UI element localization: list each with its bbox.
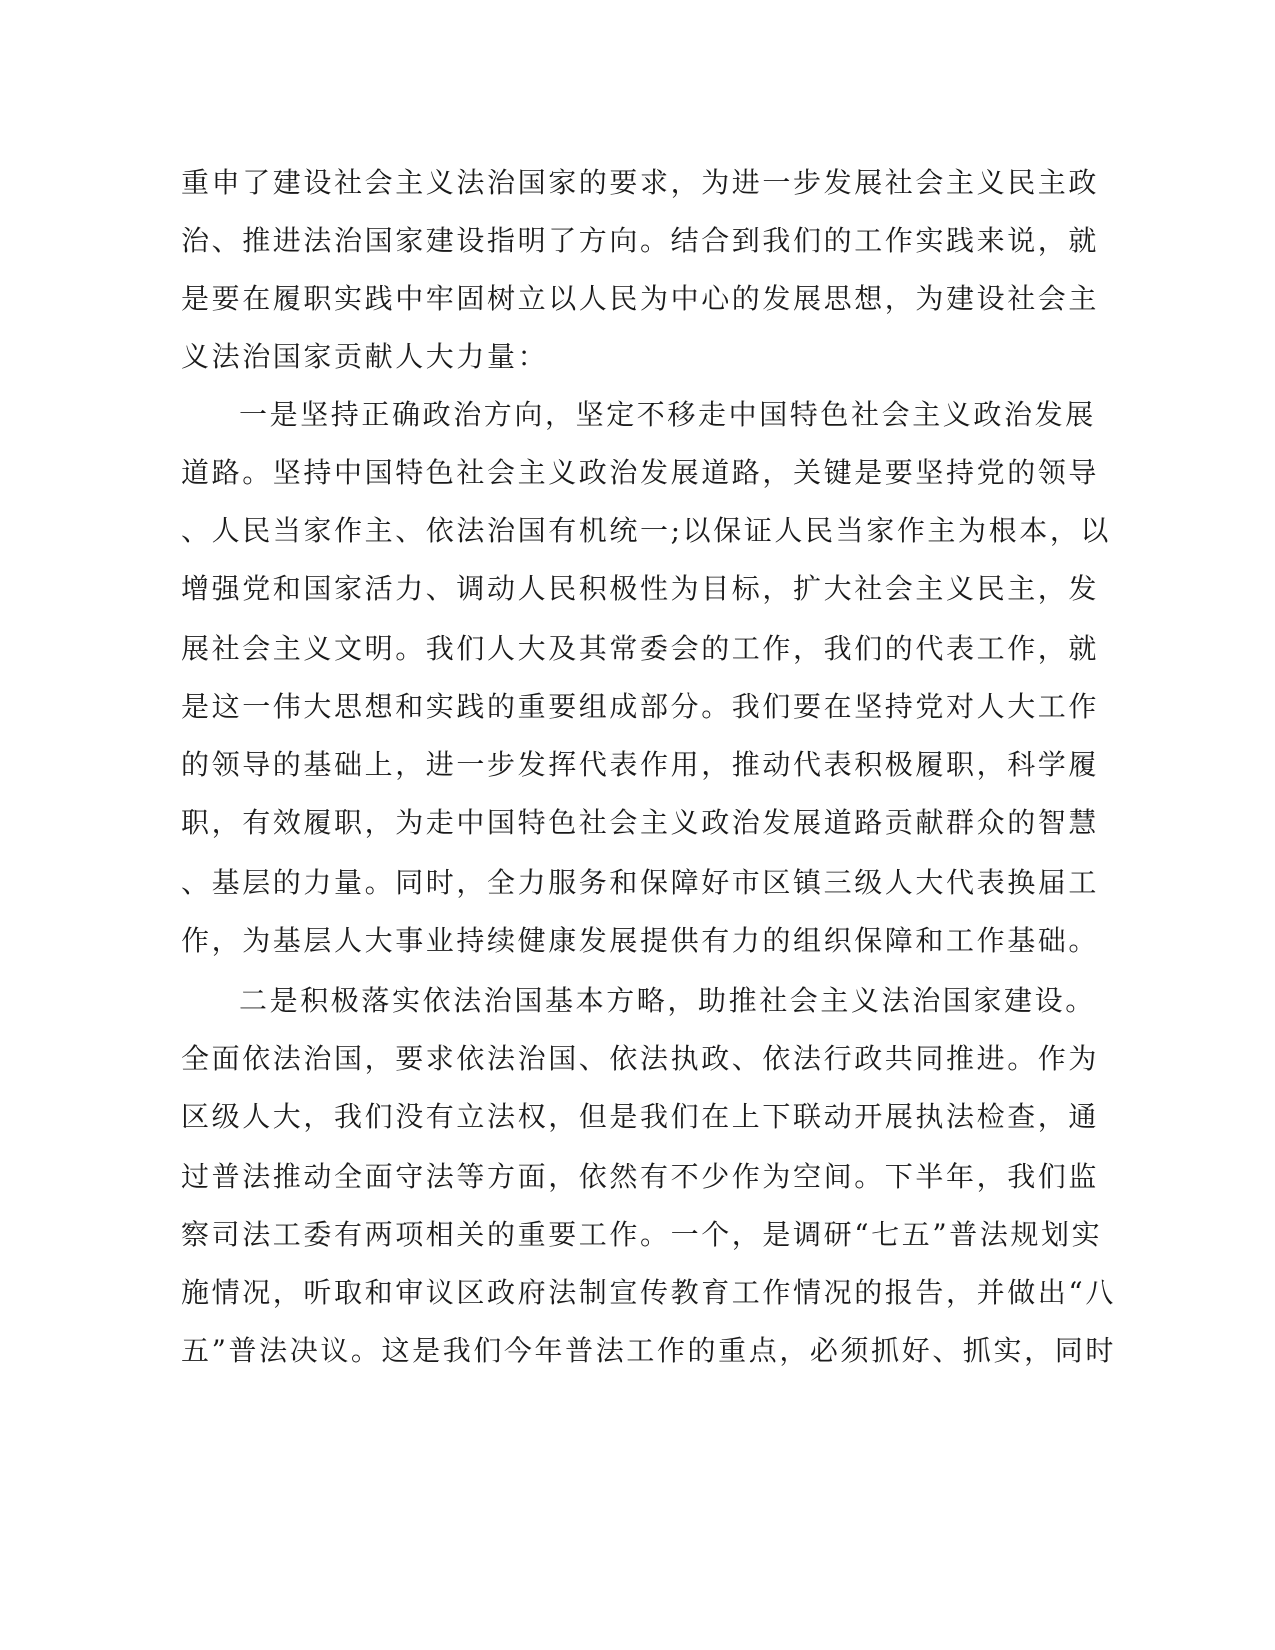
text-line: 义法治国家贡献人大力量：: [181, 340, 549, 373]
text-line: 职，有效履职，为走中国特色社会主义政治发展道路贡献群众的智慧: [181, 806, 1100, 839]
text-line: 作，为基层人大事业持续健康发展提供有力的组织保障和工作基础。: [181, 924, 1100, 957]
text-line: 过普法推动全面守法等方面，依然有不少作为空间。下半年，我们监: [181, 1160, 1100, 1193]
text-line: 施情况，听取和审议区政府法制宣传教育工作情况的报告，并做出“八: [181, 1276, 1116, 1309]
text-line: 全面依法治国，要求依法治国、依法执政、依法行政共同推进。作为: [181, 1042, 1100, 1075]
text-line: 、人民当家作主、依法治国有机统一;以保证人民当家作主为根本，以: [181, 514, 1112, 547]
text-line: 、基层的力量。同时，全力服务和保障好市区镇三级人大代表换届工: [181, 866, 1100, 899]
text-line: 是这一伟大思想和实践的重要组成部分。我们要在坚持党对人大工作: [181, 690, 1100, 723]
text-line: 展社会主义文明。我们人大及其常委会的工作，我们的代表工作，就: [181, 632, 1100, 665]
text-line: 道路。坚持中国特色社会主义政治发展道路，关键是要坚持党的领导: [181, 456, 1100, 489]
text-line: 察司法工委有两项相关的重要工作。一个，是调研“七五”普法规划实: [181, 1218, 1103, 1251]
text-line: 治、推进法治国家建设指明了方向。结合到我们的工作实践来说，就: [181, 224, 1100, 257]
text-line: 区级人大，我们没有立法权，但是我们在上下联动开展执法检查，通: [181, 1100, 1100, 1133]
paragraph-first-line: 二是积极落实依法治国基本方略，助推社会主义法治国家建设。: [239, 984, 1096, 1017]
text-line: 重申了建设社会主义法治国家的要求，为进一步发展社会主义民主政: [181, 166, 1100, 199]
paragraph-first-line: 一是坚持正确政治方向，坚定不移走中国特色社会主义政治发展: [239, 398, 1096, 431]
text-line: 增强党和国家活力、调动人民积极性为目标，扩大社会主义民主，发: [181, 572, 1100, 605]
text-line: 是要在履职实践中牢固树立以人民为中心的发展思想，为建设社会主: [181, 282, 1100, 315]
text-line: 五”普法决议。这是我们今年普法工作的重点，必须抓好、抓实，同时: [181, 1334, 1116, 1367]
text-line: 的领导的基础上，进一步发挥代表作用，推动代表积极履职，科学履: [181, 748, 1100, 781]
